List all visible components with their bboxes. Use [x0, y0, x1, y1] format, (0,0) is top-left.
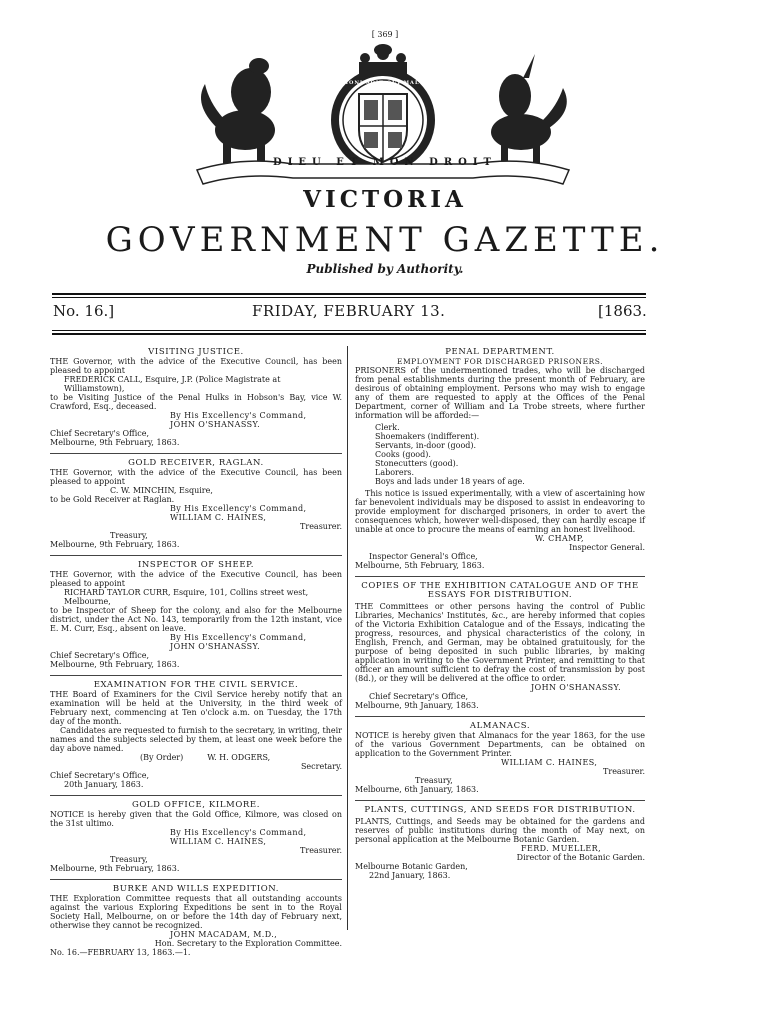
notice-date: Melbourne, 6th January, 1863.	[355, 785, 479, 794]
notice-appointee: FREDERICK CALL, Esquire, J.P. (Police Magistrate at Williamstown),	[64, 375, 281, 393]
notice-note: This notice is issued experimentally, with a view of ascertaining how far benevolent individuals may be disposed to assist in endeavoring to provide employment for discharged prisoners, in order to avert the consequences which, however well-disposed, they can hardly escape if unable at once to procure the means of earning an honest livelihood.	[355, 489, 645, 534]
notice-penal-department	[355, 348, 645, 570]
notice-signature: FERD. MUELLER,	[521, 844, 602, 853]
masthead-title-victoria: VICTORIA	[303, 186, 467, 213]
notice-command: By His Excellency's Command,	[170, 504, 307, 513]
trades-list	[355, 423, 645, 486]
notice-body: THE Governor, with the advice of the Executive Council, has been pleased to appoint	[50, 570, 342, 588]
issue-number: No. 16.]	[53, 302, 115, 320]
notice-office: Chief Secretary's Office,	[50, 651, 150, 660]
issue-rule-bottom	[52, 333, 646, 335]
notice-signature: WILLIAM C. HAINES,	[170, 837, 267, 846]
notice-heading: BURKE AND WILLS EXPEDITION.	[112, 884, 280, 894]
issue-rule-top	[52, 293, 646, 295]
list-item: Servants, in-door (good).	[375, 441, 477, 450]
column-divider	[347, 346, 348, 930]
notice-heading: VISITING JUSTICE.	[148, 347, 244, 357]
notice-heading: INSPECTOR OF SHEEP.	[137, 560, 255, 570]
notice-gold-office-kilmore	[50, 801, 342, 873]
notice-title: Treasurer.	[300, 522, 342, 531]
list-item: Boys and lads under 18 years of age.	[375, 477, 525, 486]
notice-appointee: RICHARD TAYLOR CURR, Esquire, 101, Collins street west, Melbourne,	[64, 588, 309, 606]
page-number: [ 369 ]	[371, 30, 399, 39]
notice-signature: WILLIAM C. HAINES,	[501, 758, 598, 767]
notice-body: NOTICE is hereby given that Almanacs for the year 1863, for the use of the various Government Departments, can be obtained on application to the Government Printer.	[355, 731, 645, 758]
issue-year: [1863.	[598, 302, 647, 320]
notice-heading: ALMANACS.	[469, 721, 531, 731]
notice-body: NOTICE is hereby given that the Gold Office, Kilmore, was closed on the 31st ultimo.	[50, 810, 342, 828]
notice-office: Chief Secretary's Office,	[50, 429, 150, 438]
masthead-title-gazette: GOVERNMENT GAZETTE.	[105, 220, 665, 260]
notice-title: Hon. Secretary to the Exploration Committee.	[154, 939, 342, 948]
notice-signature: JOHN MACADAM, M.D.,	[170, 930, 278, 939]
lion-supporter	[201, 58, 275, 166]
notice-appointee: C. W. MINCHIN, Esquire,	[110, 486, 213, 495]
notice-body: THE Governor, with the advice of the Executive Council, has been pleased to appoint	[50, 357, 342, 375]
notice-signature: WILLIAM C. HAINES,	[170, 513, 267, 522]
notice-body: PLANTS, Cuttings, and Seeds may be obtained for the gardens and reserves of public institutions during the month of May next, on personal application at the Melbourne Botanic Garden.	[355, 817, 645, 844]
left-column	[50, 348, 342, 957]
notice-body: PRISONERS of the undermentioned trades, who will be discharged from penal establishments during the present month of February, are desirous of obtaining employment. Persons who may wish to engage any of them are requested to apply at the Offices of the Penal Department, corner of William and La Trobe streets, where further information will be afforded:—	[355, 366, 645, 420]
list-item: Clerk.	[375, 423, 400, 432]
notice-signature: JOHN O'SHANASSY.	[170, 420, 261, 429]
notice-visiting-justice	[50, 348, 342, 447]
notice-office: Treasury,	[110, 855, 148, 864]
notice-title: Treasurer.	[603, 767, 645, 776]
notice-burke-and-wills	[50, 885, 342, 957]
notice-title: Treasurer.	[300, 846, 342, 855]
notice-command: By His Excellency's Command,	[170, 828, 307, 837]
notice-date: Melbourne, 9th February, 1863.	[50, 660, 180, 669]
notice-date: Melbourne, 9th February, 1863.	[50, 864, 180, 873]
notice-title: Director of the Botanic Garden.	[516, 853, 645, 862]
notice-purpose: to be Gold Receiver at Raglan.	[50, 495, 175, 504]
notice-title: Inspector General.	[569, 543, 645, 552]
notice-body: THE Governor, with the advice of the Executive Council, has been pleased to appoint	[50, 468, 342, 486]
notice-purpose: to be Visiting Justice of the Penal Hulks in Hobson's Bay, vice W. Crawford, Esq., deceased.	[50, 393, 342, 411]
right-column	[355, 348, 645, 880]
notice-title: Secretary.	[300, 762, 342, 771]
notice-signature: JOHN O'SHANASSY.	[531, 683, 622, 692]
notice-body: THE Board of Examiners for the Civil Service hereby notify that an examination will be held at the University, in the third week of February next, commencing at Ten o'clock a.m. on Tuesday, the 17th day of the month.	[50, 690, 342, 726]
notice-heading: PLANTS, CUTTINGS, AND SEEDS FOR DISTRIBUTION.	[364, 805, 636, 815]
notice-date: 20th January, 1863.	[64, 780, 144, 789]
notice-signature: JOHN O'SHANASSY.	[170, 642, 261, 651]
notice-subheading: EMPLOYMENT FOR DISCHARGED PRISONERS.	[397, 357, 603, 366]
notice-body: THE Exploration Committee requests that all outstanding accounts against the various Exploring Expeditions be sent in to the Royal Society Hall, Melbourne, on or before the 14th day of February next, otherwise they cannot be recognized.	[50, 894, 342, 930]
list-item: Laborers.	[375, 468, 415, 477]
notice-body: THE Committees or other persons having the control of Public Libraries, Mechanics' Institutes, &c., are hereby informed that copies of the Victoria Exhibition Catalogue and of the Essays, indicating the progress, resources, and physical characteristics of the colony, in English, French, and German, may be obtained gratuitously, for the purpose of being deposited in such public libraries, by making application in writing to the Government Printer, and remitting to that officer an amount sufficient to defray the cost of transmission by post (8d.), or they will be delivered at the office to order.	[355, 602, 645, 683]
notice-plants-cuttings-seeds	[355, 806, 645, 880]
page-footer: No. 16.—FEBRUARY 13, 1863.—1.	[50, 948, 191, 957]
notice-office: Treasury,	[415, 776, 453, 785]
notice-command: By His Excellency's Command,	[170, 633, 307, 642]
list-item: Cooks (good).	[375, 450, 431, 459]
notice-heading: EXAMINATION FOR THE CIVIL SERVICE.	[93, 680, 299, 690]
notice-inspector-of-sheep	[50, 561, 342, 669]
notice-office: Treasury,	[110, 531, 148, 540]
notice-heading: GOLD RECEIVER, RAGLAN.	[128, 458, 264, 468]
notice-office: Inspector General's Office,	[369, 552, 478, 561]
notice-gold-receiver	[50, 459, 342, 549]
notice-exhibition-catalogue	[355, 582, 645, 710]
notice-signature: W. CHAMP,	[535, 534, 584, 543]
notice-almanacs	[355, 722, 645, 794]
list-item: Shoemakers (indifferent).	[375, 432, 480, 441]
notice-date: Melbourne, 9th February, 1863.	[50, 438, 180, 447]
notice-office: Melbourne Botanic Garden,	[355, 862, 468, 871]
notice-date: Melbourne, 5th February, 1863.	[355, 561, 485, 570]
notice-office: Chief Secretary's Office,	[369, 692, 469, 701]
notice-order: (By Order)	[140, 753, 184, 762]
notice-heading: PENAL DEPARTMENT.	[445, 347, 555, 357]
issue-date: FRIDAY, FEBRUARY 13.	[252, 302, 446, 320]
notice-office: Chief Secretary's Office,	[50, 771, 150, 780]
notice-date: Melbourne, 9th January, 1863.	[355, 701, 479, 710]
notice-command: By His Excellency's Command,	[170, 411, 307, 420]
unicorn-supporter	[491, 54, 567, 166]
masthead-authority: Published by Authority.	[306, 262, 464, 276]
notice-heading: COPIES OF THE EXHIBITION CATALOGUE AND OF THE ESSAYS FOR DISTRIBUTION.	[361, 581, 639, 600]
list-item: Stonecutters (good).	[375, 459, 459, 468]
notice-purpose: to be Inspector of Sheep for the colony, and also for the Melbourne district, under the Act No. 143, temporarily from the 12th instant, vice E. M. Curr, Esq., absent on leave.	[50, 606, 342, 633]
notice-date: Melbourne, 9th February, 1863.	[50, 540, 180, 549]
notice-heading: GOLD OFFICE, KILMORE.	[131, 800, 261, 810]
notice-civil-service-examination	[50, 681, 342, 789]
notice-signature: W. H. ODGERS,	[207, 753, 271, 762]
garter-motto: HONI SOIT QUI MAL Y PENSE	[343, 80, 427, 92]
notice-body-2: Candidates are requested to furnish to the secretary, in writing, their names and the subjects selected by them, at least one week before the day above named.	[50, 726, 342, 753]
motto-text: DIEU ET MON DROIT	[273, 157, 497, 168]
notice-date: 22nd January, 1863.	[369, 871, 451, 880]
